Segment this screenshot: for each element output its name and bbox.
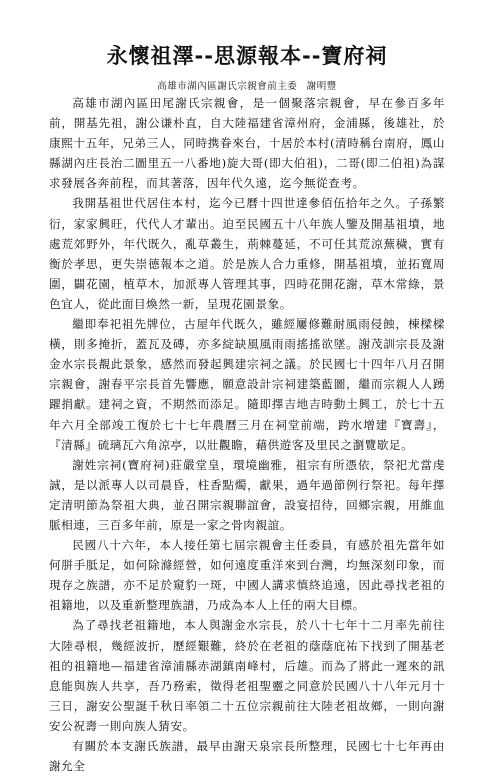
paragraph: 高雄市湖內區田尾謝氏宗親會，是一個聚落宗親會，早在參百多年前，開基先祖，謝公谦朴直，自大陸福建省漳州府，金浦縣，後雄社，於康熙十五年，兄弟三人，同時携眷來台，十居於本村(清時稱台南府，鳳山縣湖內庄長治二圖里五一八番地)旋大哥(即大伯祖)，二哥(即二伯祖)為謀求發展各奔前程，而其著落，因年代久遠，迄今無從查考。 bbox=[49, 96, 445, 191]
page-title: 永懷祖澤--思源報本--寶府祠 bbox=[106, 44, 388, 68]
byline bbox=[0, 78, 494, 92]
paragraph: 我開基祖世代居住本村，迄今已曆十四世達參佰伍拾年之久。子孫繁衍，家家興旺，代代人才輩出。迫至民國五十八年族人鑒及開基祖墳，地處荒郊野外，年代既久，亂草叢生，荊棘蔓延，不可任其荒涼蕪穢，實有衡於孝思，更失崇德報本之道。於是族人合力重修，開基祖墳，並拓寬周圍，闢花園，植草木，加派專人管理其事，四時花開花謝，草木常綠，景色宜人，從此面目煥然一新，呈現花園景象。 bbox=[49, 196, 445, 311]
byline-organization: 高雄市湖內區謝氏宗親會前主委 bbox=[157, 81, 298, 92]
paragraph: 謝姓宗祠(寶府祠)莊嚴堂皇，環境幽雅，祖宗有所憑依，祭祀尤當虔誠，是以派專人以司晨昏，柱香點燭，獻果，過年過節例行祭祀。每年擇定清明節為祭祖大典，並召開宗親聯誼會，設宴招待，回鄉宗親，用維血脈相連，三百多年前，原是一家之骨肉親誼。 bbox=[49, 457, 445, 532]
paragraph: 民國八十六年，本人接任第七屆宗親會主任委員，有感於祖先當年如何胼手胝足，如何除滌經營，如何遠度重洋來到台灣，均無深刻印象，而現存之族譜，亦不足於窺豹一斑，中國人講求慎終追遠，因此尋找老祖的祖籍地，以及重新整理族譜，乃成為本人上任的兩大目標。 bbox=[49, 538, 445, 613]
paragraph: 繼即奉祀祖先牌位，古屋年代既久，雖經屢修難耐風雨侵蝕，棟樑樑橫，則多掩折，蓋瓦及磚，亦多綻缺風風雨雨搖搖欲墜。謝茂訓宗長及謝金水宗長覩此景象，感然而發起興建宗祠之議。於民國七十四年八月召開宗親會，謝春平宗長首先響應，願意設計宗祠建築藍圖，繼而宗親人人踴躍捐獻。建祠之資，不期然而添足。隨即擇吉地吉時動土興工，於七十五年六月全部竣工復於七十七年農曆三月在祠堂前端，跨水增建『寶壽』，『清縣』硫璃瓦六角涼亭，以壯觀瞻，藉供遊客及里民之瀏覽歇足。 bbox=[49, 317, 445, 452]
byline-author: 謝明豐 bbox=[306, 81, 337, 92]
paragraph: 有關於本支謝氏族譜，最早由謝天泉宗長所整理，民國七十七年再由謝允全 bbox=[49, 739, 445, 774]
article-body bbox=[49, 93, 445, 776]
paragraph: 為了尋找老祖籍地，本人與謝金水宗長，於八十七年十二月率先前往大陸尋根，幾經波折，歷經艱難，終於在老祖的蔭蔭庇祐下找到了開基老祖的祖籍地—福建省漳浦縣赤湖鎮南峰村，后雄。而為了將此一遲來的訊息能與族人共享，吾乃務索，徵得老祖聖靈之同意於民國八十八年元月十三日，謝安公聖誕千秋日率領二十五位宗親前往大陸老祖故鄉，一則向謝安公祝壽一則向族人猜安。 bbox=[49, 618, 445, 733]
